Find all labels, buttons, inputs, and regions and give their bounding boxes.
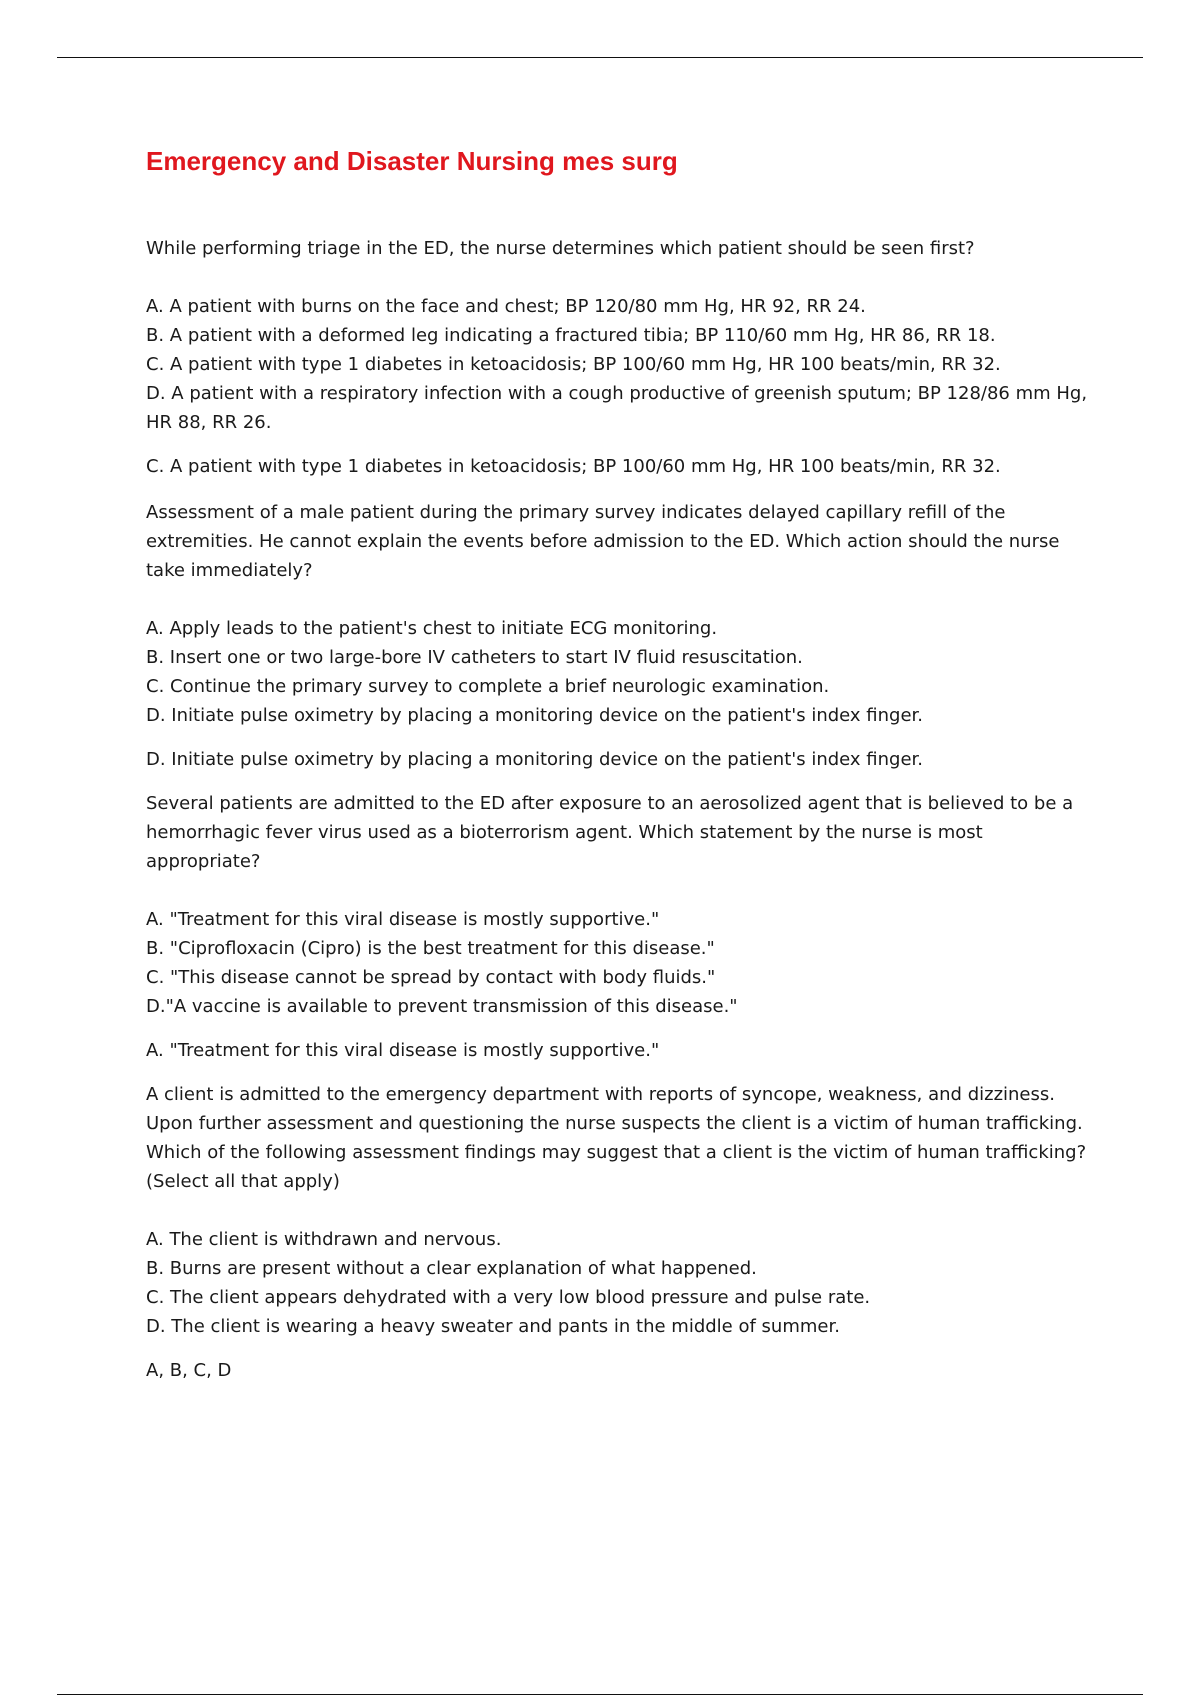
question-3 — [146, 789, 1096, 1065]
option-c: C. A patient with type 1 diabetes in ketoacidosis; BP 100/60 mm Hg, HR 100 beats/min, RR 32. — [146, 354, 1001, 375]
option-c: C. "This disease cannot be spread by contact with body fluids." — [146, 967, 716, 988]
answer: A. "Treatment for this viral disease is mostly supportive." — [146, 1040, 660, 1061]
question-4 — [146, 1080, 1096, 1385]
option-a: A. Apply leads to the patient's chest to initiate ECG monitoring. — [146, 618, 718, 639]
answer: D. Initiate pulse oximetry by placing a monitoring device on the patient's index finger. — [146, 749, 924, 770]
option-c: C. The client appears dehydrated with a very low blood pressure and pulse rate. — [146, 1287, 871, 1308]
document-title: Emergency and Disaster Nursing mes surg — [146, 146, 678, 176]
question-text: While performing triage in the ED, the nurse determines which patient should be seen first? — [146, 238, 975, 259]
option-a: A. A patient with burns on the face and chest; BP 120/80 mm Hg, HR 92, RR 24. — [146, 296, 866, 317]
options-list — [146, 614, 1096, 730]
answer: C. A patient with type 1 diabetes in ketoacidosis; BP 100/60 mm Hg, HR 100 beats/min, RR 32. — [146, 456, 1001, 477]
question-1 — [146, 234, 1096, 481]
option-d: D. The client is wearing a heavy sweater and pants in the middle of summer. — [146, 1316, 840, 1337]
option-b: B. Insert one or two large-bore IV catheters to start IV fluid resuscitation. — [146, 647, 803, 668]
option-a: A. The client is withdrawn and nervous. — [146, 1229, 502, 1250]
options-list — [146, 292, 1096, 437]
option-d: D. Initiate pulse oximetry by placing a monitoring device on the patient's index finger. — [146, 705, 924, 726]
options-list — [146, 1225, 1096, 1341]
option-d: D."A vaccine is available to prevent transmission of this disease." — [146, 996, 738, 1017]
option-a: A. "Treatment for this viral disease is mostly supportive." — [146, 909, 660, 930]
option-c: C. Continue the primary survey to complete a brief neurologic examination. — [146, 676, 830, 697]
answer: A, B, C, D — [146, 1360, 232, 1381]
document-body — [146, 138, 1096, 1385]
options-list — [146, 905, 1096, 1021]
question-text: Assessment of a male patient during the primary survey indicates delayed capillary refill of the extremities. He cannot explain the events before admission to the ED. Which action should the nurse take immediately? — [146, 502, 1060, 581]
option-d: D. A patient with a respiratory infection with a cough productive of greenish sputum; BP 128/86 mm Hg, HR 88, RR 26. — [146, 383, 1088, 433]
option-b: B. "Ciprofloxacin (Cipro) is the best treatment for this disease." — [146, 938, 715, 959]
top-rule — [57, 57, 1143, 58]
bottom-rule — [57, 1694, 1143, 1695]
question-text: Several patients are admitted to the ED after exposure to an aerosolized agent that is believed to be a hemorrhagic fever virus used as a bioterrorism agent. Which statement by the nurse is most appropriate? — [146, 793, 1074, 872]
question-text: A client is admitted to the emergency department with reports of syncope, weakness, and dizziness. Upon further assessment and questioning the nurse suspects the client is a victim of human trafficking. Which of the following assessment findings may suggest that a client is the victim of human trafficking? (Select all that apply) — [146, 1084, 1087, 1192]
option-b: B. A patient with a deformed leg indicating a fractured tibia; BP 110/60 mm Hg, HR 86, RR 18. — [146, 325, 996, 346]
option-b: B. Burns are present without a clear explanation of what happened. — [146, 1258, 757, 1279]
question-2 — [146, 498, 1096, 774]
